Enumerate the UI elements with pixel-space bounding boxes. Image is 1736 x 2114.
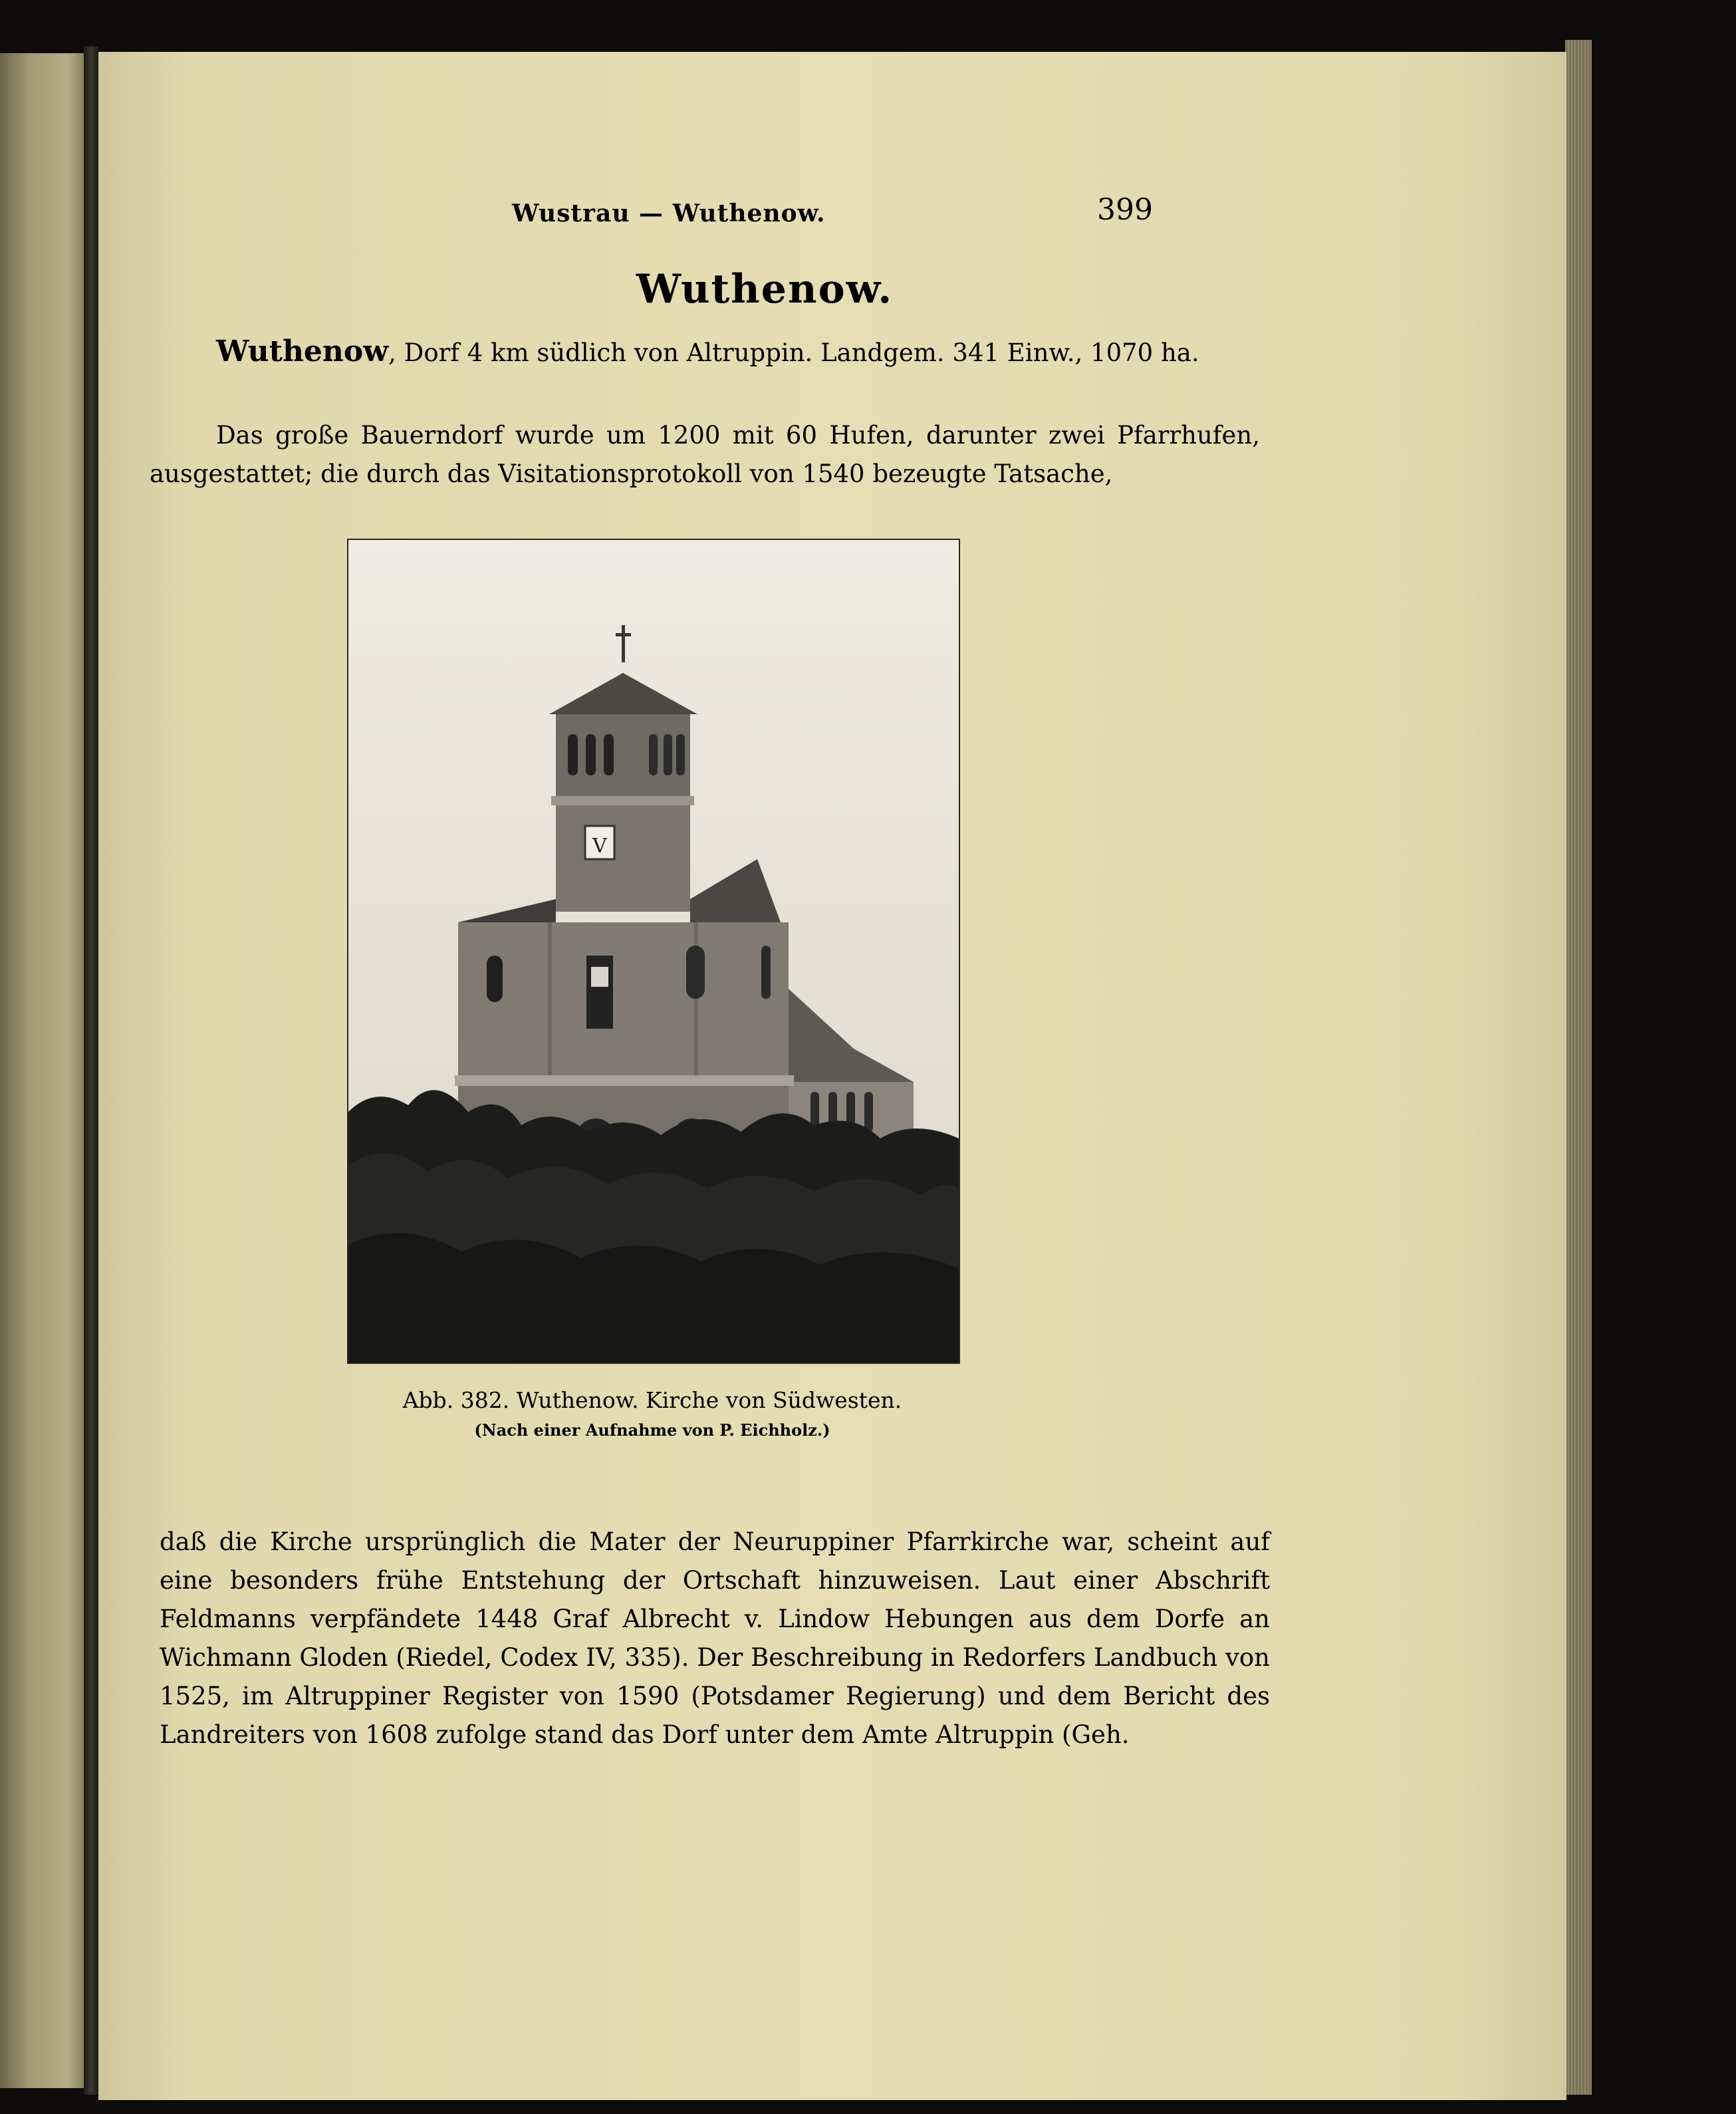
book-gutter (84, 47, 98, 2095)
page-stack-edge (1565, 40, 1592, 2095)
church-photograph (347, 539, 960, 1364)
figure-caption: Abb. 382. Wuthenow. Kirche von Südwesten. (402, 1387, 902, 1413)
paragraph-2: daß die Kirche ursprünglich die Mater der Neuruppiner Pfarrkirche war, scheint auf eine besonders frühe Entstehung der Ortschaft hinzuweisen. Laut einer Abschrift Feldmanns verpfändete 1448 Graf Albrecht v. Lindow Hebungen aus dem Dorfe an Wichmann Gloden (Riedel, Codex IV, 335). Der Beschreibung in Redorfers Landbuch von 1525, im Altruppiner Register von 1590 (Potsdamer Regierung) und dem Bericht des Landreiters von 1608 zufolge stand das Dorf unter dem Amte Altruppin (Geh. (160, 1527, 1270, 1749)
left-page-edge (0, 53, 84, 2088)
intro-paragraph (150, 332, 1260, 372)
paragraph-1: Das große Bauerndorf wurde um 1200 mit 60 Hufen, darunter zwei Pfarrhufen, ausgestattet; die durch das Visitationsprotokoll von 1540 bezeugte Tatsache, (150, 421, 1260, 488)
church-illustration (348, 540, 959, 1363)
intro-text: , Dorf 4 km südlich von Altruppin. Landgem. 341 Einw., 1070 ha. (388, 338, 1199, 367)
clock-face: V (592, 835, 607, 858)
intro-lead: Wuthenow (216, 334, 389, 368)
running-head: Wustrau — Wuthenow. (512, 199, 826, 227)
page-number: 399 (1097, 193, 1153, 227)
figure-credit: (Nach einer Aufnahme von P. Eichholz.) (474, 1420, 830, 1440)
cross-icon (622, 625, 625, 662)
section-title: Wuthenow. (636, 266, 894, 313)
